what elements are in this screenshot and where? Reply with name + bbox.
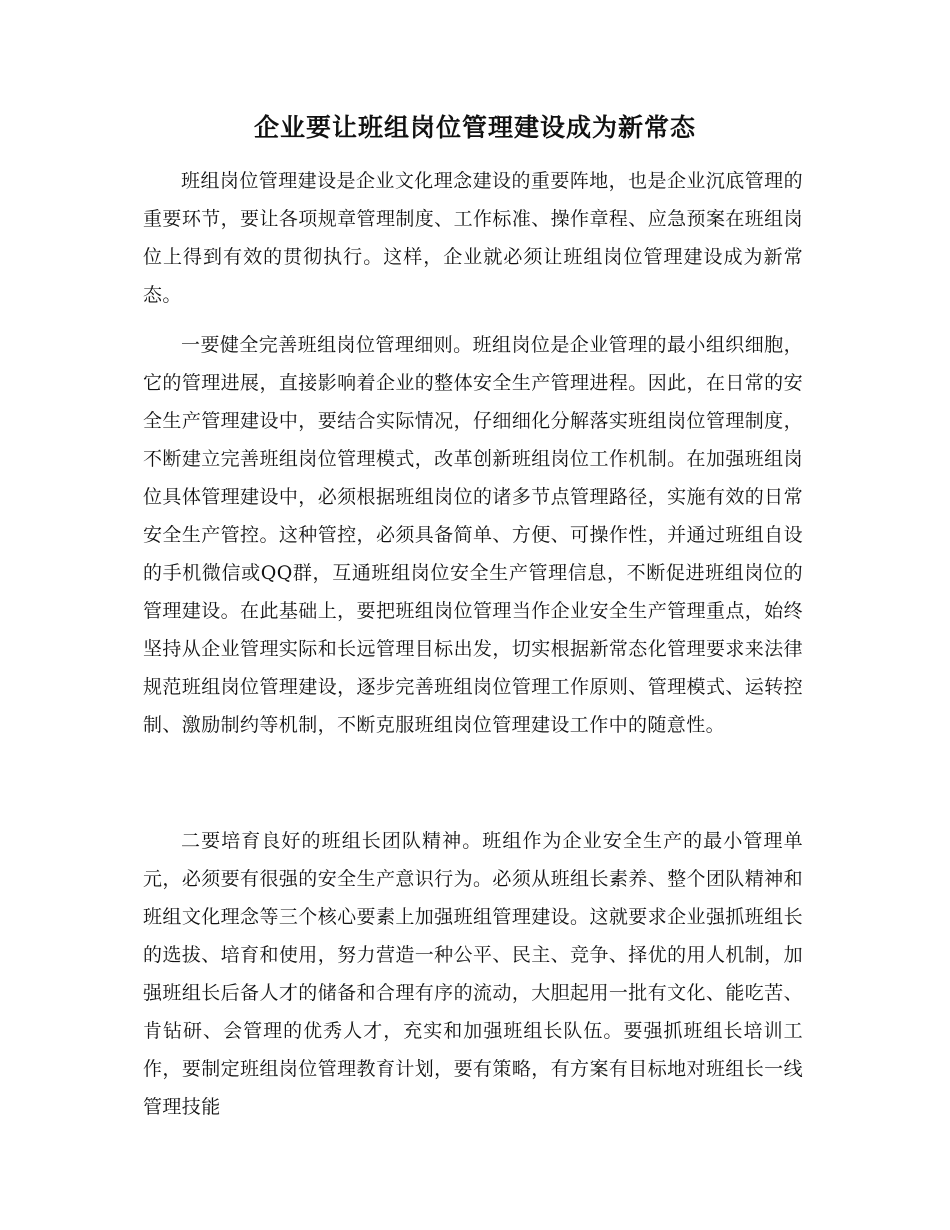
paragraph-intro: 班组岗位管理建设是企业文化理念建设的重要阵地，也是企业沉底管理的重要环节，要让各项规章管理制度、工作标准、操作章程、应急预案在班组岗位上得到有效的贯彻执行。这样，企业就必须让班组岗位管理建设成为新常态。 [143,170,803,306]
paragraph-point-one: 一要健全完善班组岗位管理细则。班组岗位是企业管理的最小组织细胞，它的管理进展，直接影响着企业的整体安全生产管理进程。因此，在日常的安全生产管理建设中，要结合实际情况，仔细细化分解落实班组岗位管理制度，不断建立完善班组岗位管理模式，改革创新班组岗位工作机制。在加强班组岗位具体管理建设中，必须根据班组岗位的诸多节点管理路径，实施有效的日常安全生产管控。这种管控，必须具备简单、方便、可操作性，并通过班组自设的手机微信或QQ群，互通班组岗位安全生产管理信息，不断促进班组岗位的管理建设。在此基础上，要把班组岗位管理当作企业安全生产管理重点，始终坚持从企业管理实际和长远管理目标出发，切实根据新常态化管理要求来法律规范班组岗位管理建设，逐步完善班组岗位管理工作原则、管理模式、运转控制、激励制约等机制，不断克服班组岗位管理建设工作中的随意性。 [143,334,803,736]
document-title: 企业要让班组岗位管理建设成为新常态 [253,113,696,142]
paragraph-point-two: 二要培育良好的班组长团队精神。班组作为企业安全生产的最小管理单元，必须要有很强的安全生产意识行为。必须从班组长素养、整个团队精神和班组文化理念等三个核心要素上加强班组管理建设。这就要求企业强抓班组长的选拔、培育和使用，努力营造一种公平、民主、竞争、择优的用人机制，加强班组长后备人才的储备和合理有序的流动，大胆起用一批有文化、能吃苦、肯钻研、会管理的优秀人才，充实和加强班组长队伍。要强抓班组长培训工作，要制定班组岗位管理教育计划，要有策略，有方案有目标地对班组长一线管理技能 [143,830,803,1118]
